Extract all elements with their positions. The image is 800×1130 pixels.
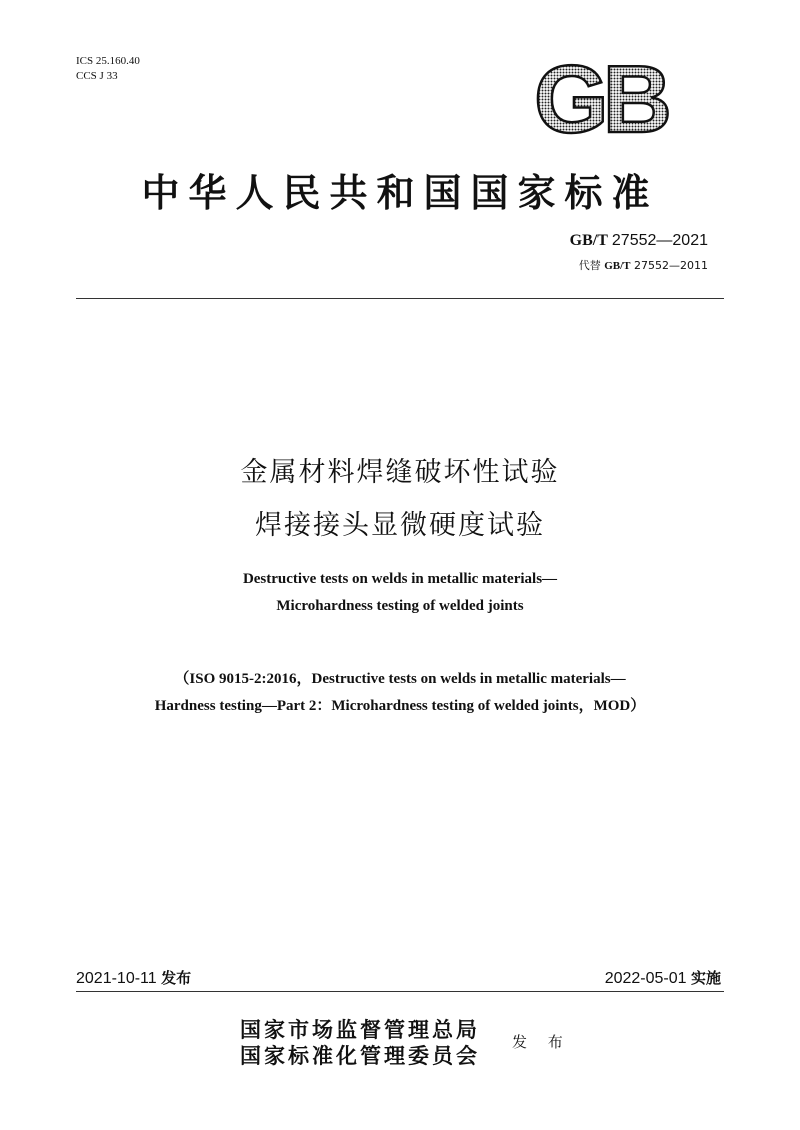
gb-logo bbox=[520, 56, 680, 140]
issuer-line2: 国家标准化管理委员会 bbox=[240, 1043, 480, 1068]
implementation-label: 实施 bbox=[690, 969, 721, 987]
classification-codes bbox=[76, 54, 140, 84]
issue-label: 发布 bbox=[161, 969, 192, 987]
replaces-label: 代替 bbox=[578, 259, 601, 272]
english-title-line2: Microhardness testing of welded joints bbox=[276, 598, 524, 614]
header-divider bbox=[76, 298, 724, 299]
replaces-number: 27552—2011 bbox=[634, 259, 708, 272]
publish-label: 发 布 bbox=[512, 1033, 571, 1051]
issuer-line1: 国家市场监督管理总局 bbox=[240, 1017, 480, 1042]
replaces-prefix: GB/T bbox=[604, 260, 631, 272]
ccs-code: CCS J 33 bbox=[76, 70, 118, 82]
iso-reference-line2: Hardness testing—Part 2：Microhardness testing of welded joints，MOD） bbox=[154, 698, 646, 714]
iso-reference-line1: （ISO 9015-2:2016，Destructive tests on welds in metallic materials— bbox=[174, 671, 626, 687]
english-title-line1: Destructive tests on welds in metallic materials— bbox=[242, 571, 558, 587]
footer-divider bbox=[76, 991, 724, 992]
standard-number-prefix: GB/T bbox=[569, 232, 608, 249]
national-standard-title: 中华人民共和国国家标准 bbox=[141, 170, 659, 215]
issue-date-value: 2021-10-11 bbox=[76, 970, 157, 987]
chinese-title-line1: 金属材料焊缝破坏性试验 bbox=[240, 457, 560, 488]
standard-number bbox=[570, 232, 708, 250]
implementation-date-value: 2022-05-01 bbox=[604, 970, 687, 987]
issue-date bbox=[76, 967, 191, 988]
replaces-note bbox=[579, 257, 708, 273]
chinese-title-line2: 焊接接头显微硬度试验 bbox=[255, 510, 545, 541]
ics-code: ICS 25.160.40 bbox=[76, 55, 140, 67]
standard-number-value: 27552—2021 bbox=[611, 232, 708, 249]
gb-logo-text: GB bbox=[534, 56, 666, 140]
implementation-date bbox=[605, 967, 721, 988]
